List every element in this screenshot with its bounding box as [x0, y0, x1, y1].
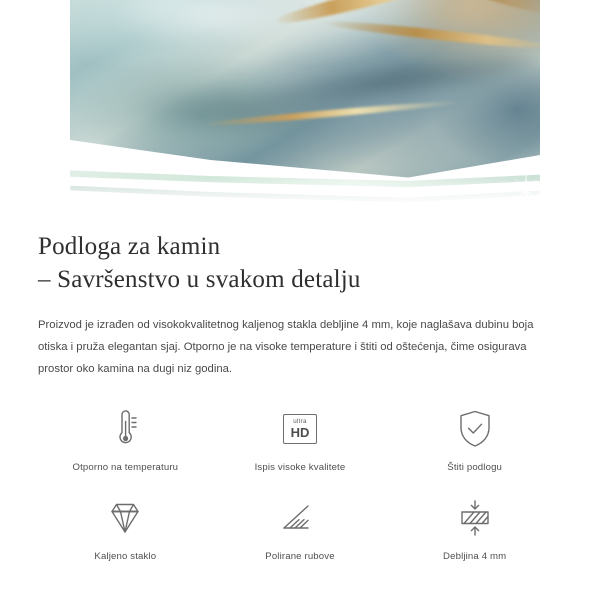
marble-dark-vein: [130, 80, 350, 140]
feature-label: Štiti podlogu: [447, 462, 503, 474]
feature-item-protects-surface: [387, 406, 562, 473]
feature-item-thickness: [387, 495, 562, 562]
hero-image: [0, 0, 600, 218]
feature-item-polished-edges: [213, 495, 388, 562]
feature-item-print-quality: [213, 406, 388, 473]
feature-label: Ispis visoke kvalitete: [254, 462, 346, 474]
ultra-hd-badge-bottom: HD: [290, 425, 310, 441]
page-title: [38, 230, 562, 296]
ultra-hd-badge-top: ultra: [293, 417, 307, 425]
feature-label: Debljina 4 mm: [443, 551, 507, 563]
polished-edge-icon: [277, 495, 323, 541]
ultra-hd-icon: [277, 406, 323, 452]
shield-check-icon: [452, 406, 498, 452]
feature-item-tempered-glass: [38, 495, 213, 562]
content-block: [0, 218, 600, 562]
marble-light-vein: [110, 0, 310, 50]
hero-bottom-fade: [0, 178, 600, 218]
feature-label: Kaljeno staklo: [94, 551, 157, 563]
thickness-arrows-icon: [452, 495, 498, 541]
body-paragraph: Proizvod je izrađen od visokokvalitetnog kaljenog stakla debljine 4 mm, koje naglašava dubinu boja otiska i pruža elegantan sjaj. Otporno je na visoke temperature i štiti od oštećenja, čime osigurava prostor oko kamina na dugi niz godina.: [38, 319, 534, 376]
feature-label: Polirane rubove: [265, 551, 335, 563]
thermometer-icon: [102, 406, 148, 452]
feature-grid: [38, 406, 562, 562]
headline-line-2: – Savršenstvo u svakom detalju: [38, 266, 361, 293]
ultra-hd-badge: [283, 414, 317, 444]
feature-item-temperature: [38, 406, 213, 473]
diamond-icon: [102, 495, 148, 541]
feature-label: Otporno na temperaturu: [72, 462, 179, 474]
headline-line-1: Podloga za kamin: [38, 233, 221, 260]
